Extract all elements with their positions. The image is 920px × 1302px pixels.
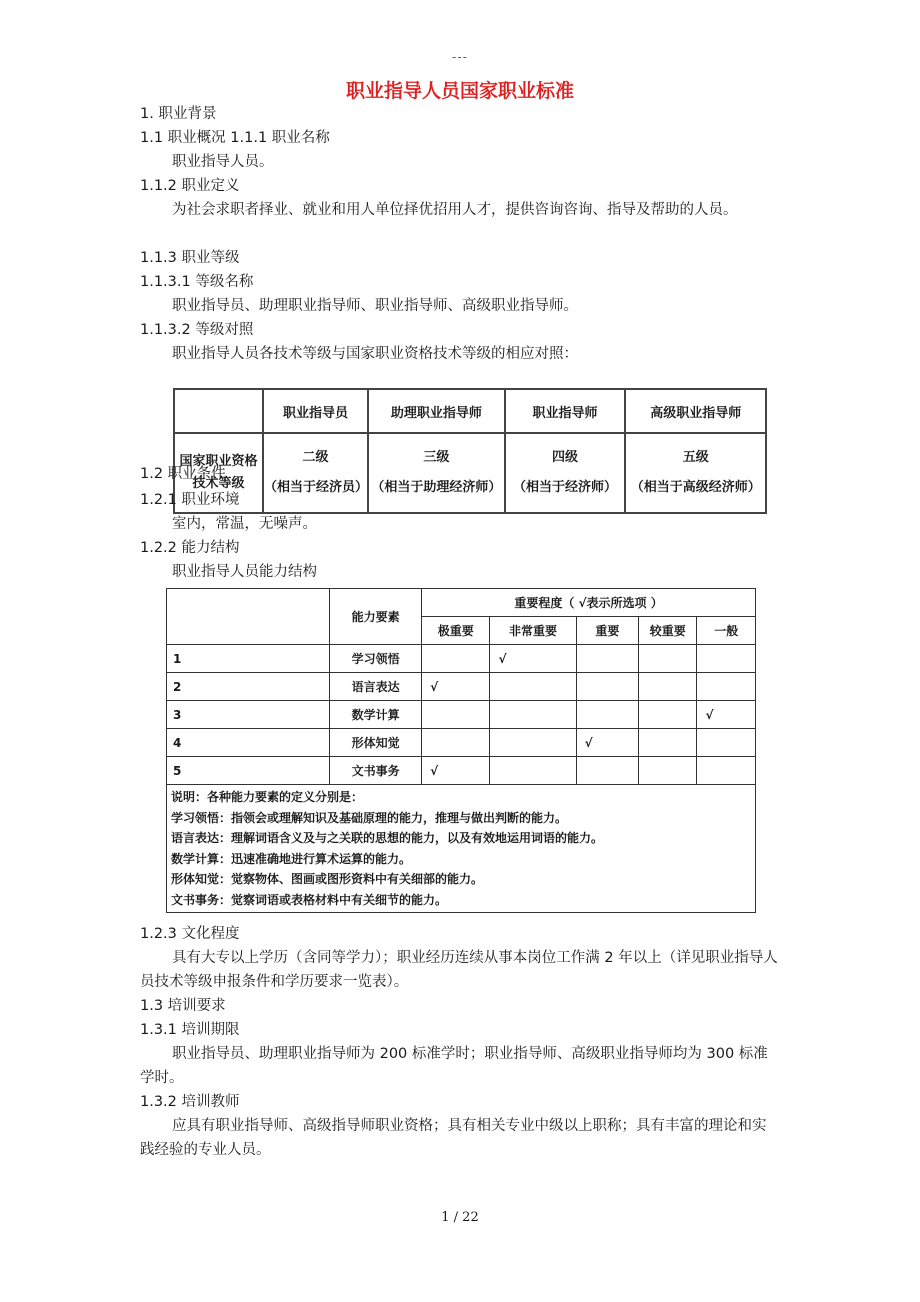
check-mark-icon: √ (705, 707, 714, 722)
page-title: 职业指导人员国家职业标准 (345, 80, 574, 102)
importance-cell (490, 701, 576, 729)
grade-table-cell (505, 433, 626, 513)
grade-table-cell (263, 433, 368, 513)
section-heading: 1.1.3.2 等级对照 (140, 322, 254, 338)
grade-equivalent: （相当于经济师） (513, 480, 618, 495)
paragraph: 应具有职业指导师、高级指导师职业资格；具有相关专业中级以上职称；具有丰富的理论和实践经验的专业人员。 (140, 1118, 767, 1158)
grade-table-row-label: 国家职业资格技术等级 (174, 433, 263, 513)
page-number: 1 / 22 (441, 1210, 479, 1225)
importance-cell (697, 673, 756, 701)
ability-row (167, 701, 756, 729)
grade-table-header: 职业指导师 (505, 389, 626, 433)
section-heading: 1.2 职业条件 (140, 466, 226, 482)
section-heading: 1.3 培训要求 (140, 998, 226, 1014)
ability-name: 数学计算 (330, 701, 422, 729)
importance-cell (490, 645, 576, 673)
grade-table-header: 高级职业指导师 (625, 389, 766, 433)
grade-level: 五级 (682, 450, 709, 465)
grade-table-header: 职业指导员 (263, 389, 368, 433)
section-heading: 1.2.2 能力结构 (140, 540, 240, 556)
importance-header: 重要程度（ √表示所选项 ） (422, 589, 756, 617)
header-dashes: --- (452, 50, 468, 64)
importance-level-header: 一般 (697, 617, 756, 645)
ability-notes (167, 785, 756, 913)
ability-number: 1 (167, 645, 330, 673)
importance-cell (697, 701, 756, 729)
note-line: 学习领悟：指领会或理解知识及基础原理的能力，推理与做出判断的能力。 (171, 810, 568, 825)
ability-row (167, 757, 756, 785)
section-heading: 1. 职业背景 (140, 106, 217, 122)
grade-table-cell (625, 433, 766, 513)
importance-level-header: 较重要 (639, 617, 697, 645)
importance-cell (697, 757, 756, 785)
importance-cell (639, 701, 697, 729)
importance-cell (576, 729, 638, 757)
importance-cell (639, 757, 697, 785)
paragraph: 职业指导人员。 (172, 154, 274, 170)
note-line: 语言表达：理解词语含义及与之关联的思想的能力，以及有效地运用词语的能力。 (171, 831, 604, 845)
ability-structure-table (166, 588, 756, 913)
ability-number: 5 (167, 757, 330, 785)
importance-cell (576, 757, 638, 785)
ability-number: 3 (167, 701, 330, 729)
importance-cell (639, 729, 697, 757)
importance-cell (490, 673, 576, 701)
ability-factor-header: 能力要素 (330, 589, 422, 645)
section-heading: 1.1.3 职业等级 (140, 250, 240, 266)
paragraph: 具有大专以上学历（含同等学力）；职业经历连续从事本岗位工作满 2 年以上（详见职业指导人员技术等级申报条件和学历要求一览表）。 (140, 950, 778, 990)
section-heading: 1.2.1 职业环境 (140, 492, 240, 508)
section-heading: 1.1 职业概况 1.1.1 职业名称 (140, 130, 330, 146)
paragraph: 职业指导员、助理职业指导师为 200 标准学时；职业指导师、高级职业指导师均为 300 标准学时。 (140, 1046, 768, 1086)
note-line: 文书事务：觉察词语或表格材料中有关细节的能力。 (171, 892, 448, 907)
importance-cell (422, 645, 490, 673)
grade-level: 四级 (552, 450, 579, 465)
ability-number: 4 (167, 729, 330, 757)
grade-comparison-table (173, 388, 767, 514)
importance-cell (422, 701, 490, 729)
importance-cell (576, 645, 638, 673)
importance-cell (422, 757, 490, 785)
paragraph: 职业指导人员各技术等级与国家职业资格技术等级的相应对照： (172, 346, 578, 362)
paragraph: 职业指导员、助理职业指导师、职业指导师、高级职业指导师。 (172, 298, 578, 314)
grade-table-cell (368, 433, 505, 513)
importance-cell (422, 729, 490, 757)
importance-level-header: 极重要 (422, 617, 490, 645)
ability-table-corner (167, 589, 330, 645)
section-heading: 1.3.2 培训教师 (140, 1094, 240, 1110)
note-line: 形体知觉：觉察物体、图画或图形资料中有关细部的能力。 (171, 872, 484, 886)
paragraph: 为社会求职者择业、就业和用人单位择优招用人才，提供咨询咨询、指导及帮助的人员。 (172, 202, 738, 218)
ability-name: 文书事务 (330, 757, 422, 785)
check-mark-icon: √ (498, 651, 507, 666)
importance-cell (422, 673, 490, 701)
note-line: 数学计算：迅速准确地进行算术运算的能力。 (171, 851, 412, 866)
grade-table-corner (174, 389, 263, 433)
ability-row (167, 729, 756, 757)
paragraph: 室内，常温，无噪声。 (172, 516, 317, 532)
note-line: 说明：各种能力要素的定义分别是： (171, 790, 364, 804)
importance-cell (697, 645, 756, 673)
ability-row (167, 645, 756, 673)
paragraph: 职业指导人员能力结构 (172, 564, 317, 580)
importance-cell (576, 701, 638, 729)
importance-cell (697, 729, 756, 757)
section-heading: 1.3.1 培训期限 (140, 1022, 240, 1038)
grade-equivalent: （相当于助理经济师） (371, 480, 502, 495)
importance-cell (639, 673, 697, 701)
importance-cell (490, 757, 576, 785)
grade-level: 二级 (302, 450, 329, 465)
importance-level-header: 非常重要 (490, 617, 576, 645)
section-heading: 1.1.3.1 等级名称 (140, 274, 254, 290)
grade-level: 三级 (423, 450, 450, 465)
importance-cell (576, 673, 638, 701)
grade-equivalent: （相当于高级经济师） (630, 480, 761, 495)
ability-row (167, 673, 756, 701)
grade-table-header: 助理职业指导师 (368, 389, 505, 433)
grade-equivalent: （相当于经济员） (264, 480, 369, 495)
ability-name: 学习领悟 (330, 645, 422, 673)
importance-cell (490, 729, 576, 757)
section-heading: 1.1.2 职业定义 (140, 178, 240, 194)
ability-number: 2 (167, 673, 330, 701)
check-mark-icon: √ (430, 763, 439, 778)
check-mark-icon: √ (430, 679, 439, 694)
importance-level-header: 重要 (576, 617, 638, 645)
importance-cell (639, 645, 697, 673)
ability-name: 语言表达 (330, 673, 422, 701)
ability-name: 形体知觉 (330, 729, 422, 757)
check-mark-icon: √ (584, 735, 593, 750)
section-heading: 1.2.3 文化程度 (140, 926, 240, 942)
